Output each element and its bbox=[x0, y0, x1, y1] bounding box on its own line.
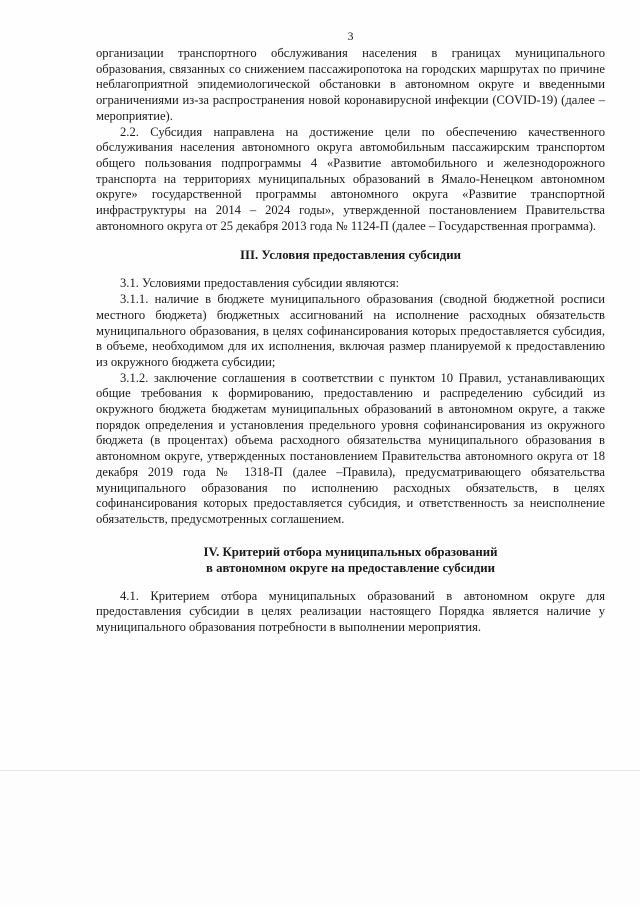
section-4-heading-line-1: IV. Критерий отбора муниципальных образований bbox=[203, 544, 498, 559]
paragraph-2-2: 2.2. Субсидия направлена на достижение цели по обеспечению качественного обслуживания населения автономного округа автомобильным пассажирским транспортом общего пользования подпрограммы 4 «Развитие автомобильного и железнодорожного транспорта на территориях муниципальных образований в Ямало-Ненецком автономном округе» государственной программы автономного округа «Развитие транспортной инфраструктуры на 2014 – 2024 годы», утвержденной постановлением Правительства автономного округа от 25 декабря 2013 года № 1124-П (далее – Государственная программа). bbox=[96, 124, 605, 233]
paragraph-continuation: организации транспортного обслуживания населения в границах муниципального образования, связанных со снижением пассажиропотока на городских маршрутах по причине неблагоприятной эпидемиологической обстановки в автономном округе и введенными ограничениями из-за распространения новой коронавирусной инфекции (COVID-19) (далее – мероприятие). bbox=[96, 46, 605, 123]
page-number: 3 bbox=[347, 29, 354, 43]
paragraph-3-1: 3.1. Условиями предоставления субсидии являются: bbox=[120, 276, 400, 291]
section-3-heading: III. Условия предоставления субсидии bbox=[240, 248, 461, 263]
paragraph-4-1: 4.1. Критерием отбора муниципальных образований в автономном округе для предоставления субсидии в целях реализации настоящего Порядка является наличие у муниципального образования потребности в выполнении мероприятия. bbox=[96, 588, 605, 635]
paragraph-3-1-1: 3.1.1. наличие в бюджете муниципального образования (сводной бюджетной росписи местного бюджета) бюджетных ассигнований на исполнение расходных обязательств муниципального образования, в целях софинансирования которых предоставляется субсидия, в объеме, необходимом для их исполнения, включая размер планируемой к предоставлению из окружного бюджета субсидии; bbox=[96, 292, 605, 369]
paragraph-3-1-2: 3.1.2. заключение соглашения в соответствии с пунктом 10 Правил, устанавливающих общие требования к формированию, предоставлению и распределению субсидий из окружного бюджета бюджетам муниципальных образований в автономном округе, а также порядок определения и установления предельного уровня софинансирования из окружного бюджета (в процентах) объема расходного обязательства муниципального образования в автономном округе, утвержденных постановлением Правительства автономного округа от 18 декабря 2019 года № 1318-П (далее –Правила), предусматривающего обязательства муниципального образования по исполнению расходных обязательств, в целях софинансирования которых предоставляется субсидия, и ответственность за неисполнение обязательств, предусмотренных соглашением. bbox=[96, 370, 605, 526]
document-body bbox=[96, 28, 605, 636]
section-4-heading-line-2: в автономном округе на предоставление субсидии bbox=[206, 560, 495, 575]
